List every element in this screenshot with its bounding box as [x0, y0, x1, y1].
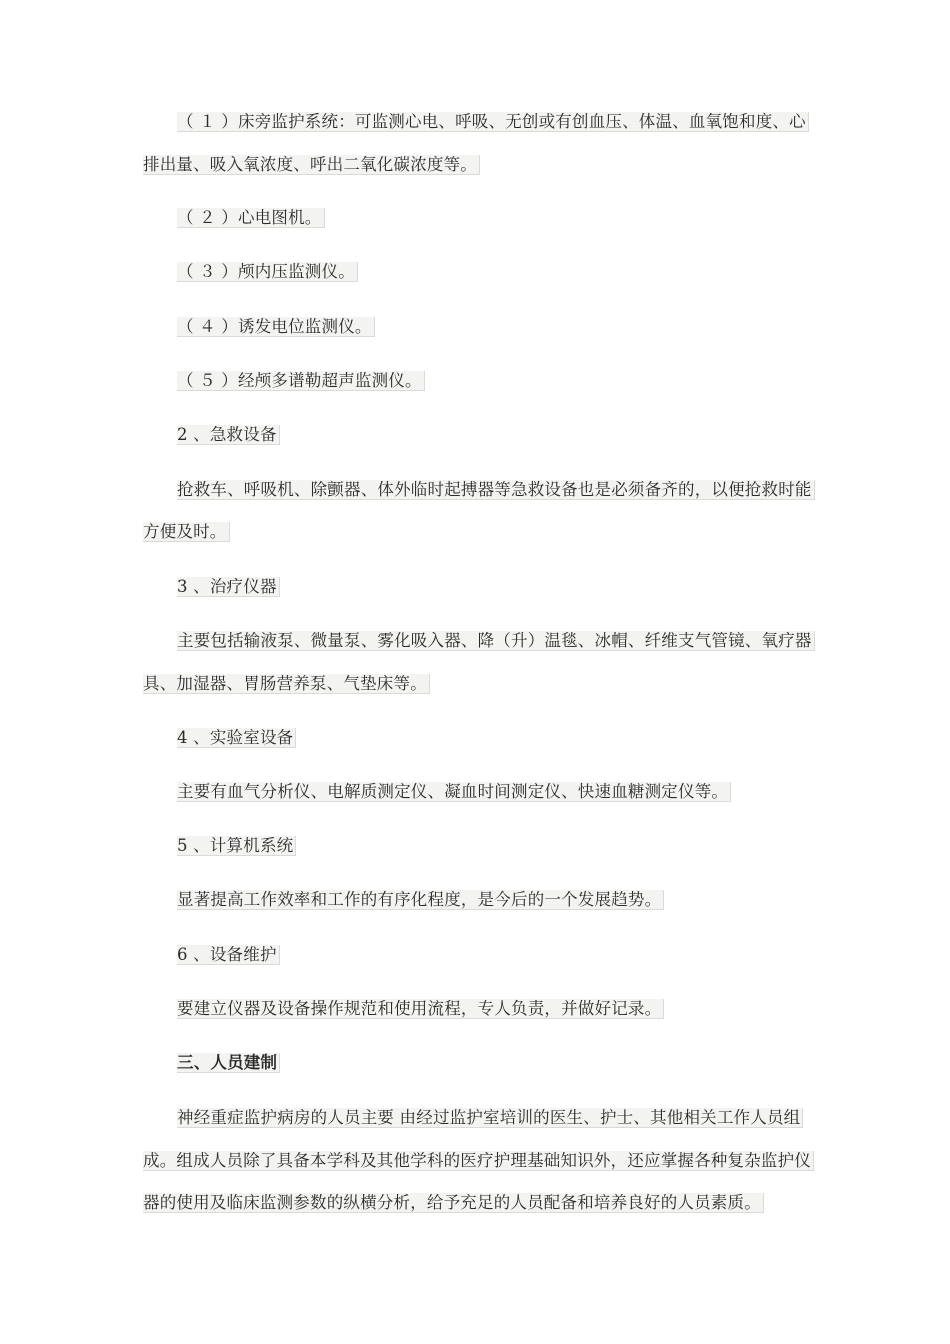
section-2-body-text-2: 方便及时。 [143, 522, 230, 542]
item-5-line [177, 369, 425, 393]
item-3-text: （ ３ ）颅内压监测仪。 [177, 262, 358, 282]
part-3-body-text-3: 器的使用及临床监测参数的纵横分析，给予充足的人员配备和培养良好的人员素质。 [143, 1193, 764, 1213]
item-2-line [177, 206, 325, 230]
section-4-body-text-1: 主要有血气分析仪、电解质测定仪、凝血时间测定仪、快速血糖测定仪等。 [177, 782, 731, 802]
section-6-body-line-1 [177, 997, 664, 1021]
item-1-text-2: 排出量、吸入氧浓度、呼出二氧化碳浓度等。 [143, 155, 480, 175]
section-2-heading [177, 423, 280, 447]
part-3-body-text-2: 成。组成人员除了具备本学科及其他学科的医疗护理基础知识外，还应掌握各种复杂监护仪 [143, 1151, 814, 1171]
section-3-body-line-1 [177, 629, 815, 653]
section-3-heading-text: 3 、治疗仪器 [177, 577, 280, 597]
item-1-line-1 [177, 110, 809, 134]
part-3-body-line-3 [143, 1191, 764, 1215]
section-4-heading [177, 726, 296, 750]
section-2-heading-text: 2 、急救设备 [177, 425, 280, 445]
section-5-body-text-1: 显著提高工作效率和工作的有序化程度，是今后的一个发展趋势。 [177, 890, 664, 910]
part-3-body-line-1 [177, 1106, 803, 1130]
section-2-body-line-2 [143, 520, 230, 544]
section-3-body-text-1: 主要包括输液泵、微量泵、雾化吸入器、降（升）温毯、冰帽、纤维支气管镜、氧疗器 [177, 631, 815, 651]
section-3-body-text-2: 具、加湿器、胃肠营养泵、气垫床等。 [143, 674, 430, 694]
section-6-heading-text: 6 、设备维护 [177, 945, 280, 965]
section-6-heading [177, 943, 280, 967]
part-3-heading [177, 1051, 280, 1075]
section-5-heading-text: 5 、计算机系统 [177, 836, 296, 856]
section-3-body-line-2 [143, 672, 430, 696]
section-3-heading [177, 575, 280, 599]
section-5-heading [177, 834, 296, 858]
item-1-line-2 [143, 153, 480, 177]
item-5-text: （ ５ ）经颅多谱勒超声监测仪。 [177, 371, 425, 391]
item-3-line [177, 260, 358, 284]
item-2-text: （ ２ ）心电图机。 [177, 208, 325, 228]
item-4-line [177, 315, 375, 339]
item-4-text: （ ４ ）诱发电位监测仪。 [177, 317, 375, 337]
section-2-body-text-1: 抢救车、呼吸机、除颤器、体外临时起搏器等急救设备也是必须备齐的，以便抢救时能 [177, 480, 815, 500]
part-3-body-text-1: 神经重症监护病房的人员主要 由经过监护室培训的医生、护士、其他相关工作人员组 [177, 1108, 803, 1128]
section-4-body-line-1 [177, 780, 731, 804]
section-2-body-line-1 [177, 478, 815, 502]
section-6-body-text-1: 要建立仪器及设备操作规范和使用流程，专人负责，并做好记录。 [177, 999, 664, 1019]
item-1-text-1: （ １ ）床旁监护系统：可监测心电、呼吸、无创或有创血压、体温、血氧饱和度、心 [177, 112, 809, 132]
section-4-heading-text: 4 、实验室设备 [177, 728, 296, 748]
part-3-body-line-2 [143, 1149, 814, 1173]
part-3-heading-text: 三、人员建制 [177, 1053, 280, 1073]
section-5-body-line-1 [177, 888, 664, 912]
